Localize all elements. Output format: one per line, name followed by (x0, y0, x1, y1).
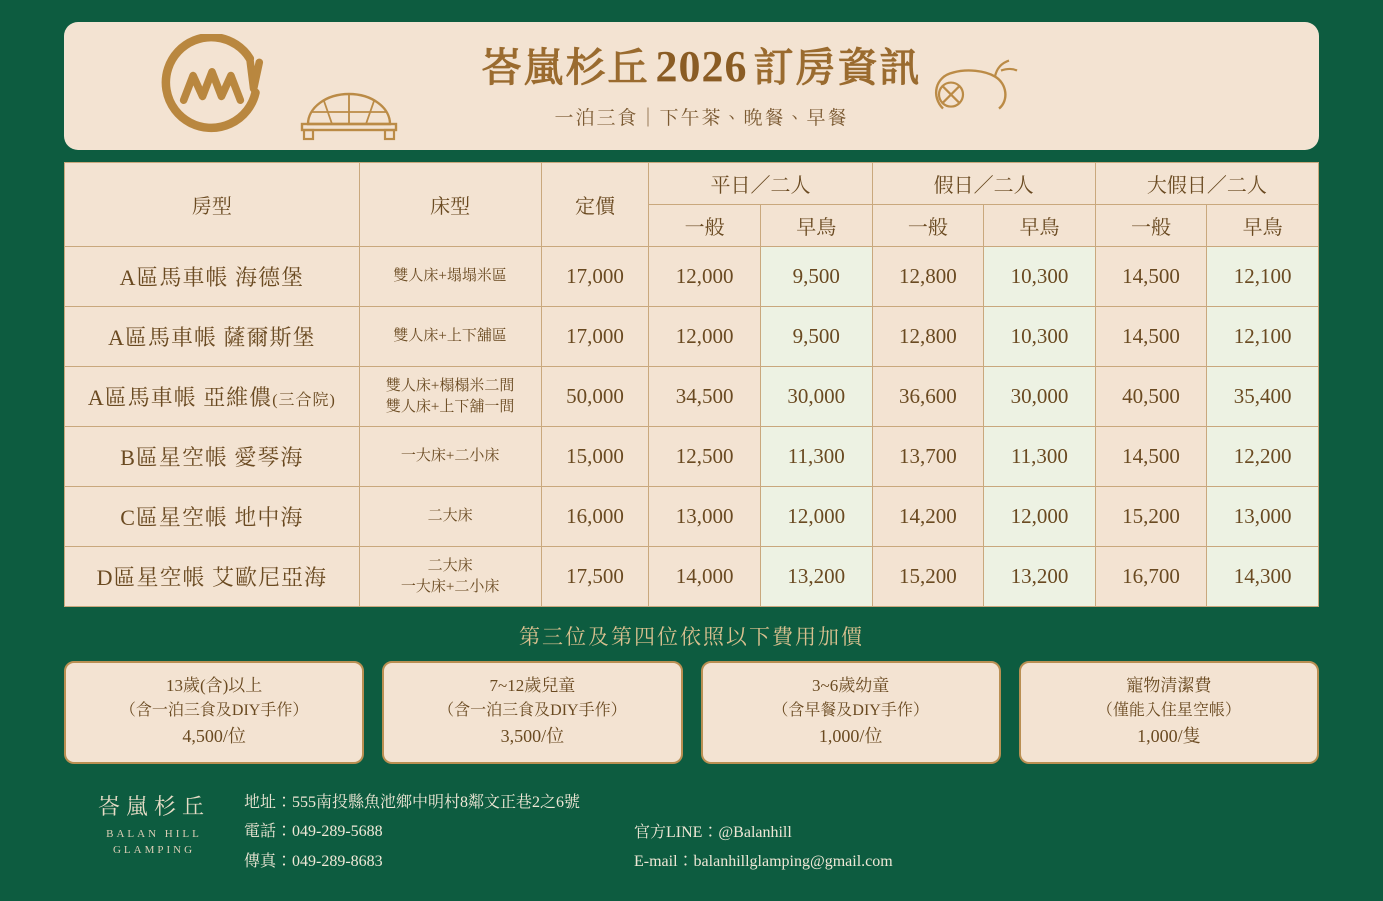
bed-line: 雙人床+榻榻米二間 (385, 378, 515, 395)
cell-room-type (65, 547, 360, 607)
bed-line: 雙人床+塌塌米區 (393, 268, 507, 285)
table-header-row-1 (65, 163, 1319, 205)
table-row (65, 547, 1319, 607)
cell-weekday-early: 13,200 (760, 547, 872, 607)
cell-holiday-early: 10,300 (984, 247, 1096, 307)
cell-holiday-early: 10,300 (984, 307, 1096, 367)
cell-list-price: 16,000 (541, 487, 649, 547)
cell-bed-type (359, 427, 541, 487)
cell-weekday-regular: 12,000 (649, 307, 761, 367)
bed-line: 二大床 (427, 558, 473, 575)
room-name: B區星空帳 愛琴海 (120, 445, 304, 470)
cell-bed-type (359, 307, 541, 367)
header-list-price: 定價 (541, 163, 649, 247)
extra-fee-card (701, 661, 1001, 764)
cell-holiday-regular: 12,800 (872, 247, 984, 307)
room-name: C區星空帳 地中海 (120, 505, 304, 530)
cell-peak-early: 12,100 (1207, 307, 1319, 367)
footer-contact (244, 786, 1319, 877)
title-tail: 訂房資訊 (753, 45, 922, 91)
table-row (65, 487, 1319, 547)
bed-line: 二大床 (427, 508, 473, 525)
table-row (65, 427, 1319, 487)
bed-line: 一大床+二小床 (400, 578, 500, 595)
title-main: 峇嵐杉丘 (481, 45, 650, 91)
cell-peak-regular: 40,500 (1095, 367, 1207, 427)
footer-fax: 傳真：049-289-8683 (244, 852, 383, 870)
cell-weekday-regular: 34,500 (649, 367, 761, 427)
table-body (65, 247, 1319, 607)
cell-holiday-early: 12,000 (984, 487, 1096, 547)
cell-peak-early: 14,300 (1207, 547, 1319, 607)
footer-logo-cn: 峇嵐杉丘 (97, 793, 210, 819)
cell-holiday-early: 11,300 (984, 427, 1096, 487)
header-peak-early: 早鳥 (1207, 205, 1319, 247)
room-note: (三合院) (272, 392, 336, 409)
table-row (65, 247, 1319, 307)
bed-line: 雙人床+上下舖區 (393, 328, 507, 345)
room-name: A區馬車帳 亞維儂 (87, 385, 273, 410)
cell-peak-regular: 14,500 (1095, 427, 1207, 487)
bed-line: 雙人床+上下舖一間 (385, 398, 515, 415)
title-year: 2026 (655, 42, 748, 92)
extra-fee-cards (64, 661, 1319, 764)
footer-address: 地址：555南投縣魚池鄉中明村8鄰文正巷2之6號 (244, 793, 581, 811)
cell-list-price: 15,000 (541, 427, 649, 487)
banner-text-block (482, 42, 922, 130)
room-name: A區馬車帳 薩爾斯堡 (108, 325, 316, 350)
card-line-2: （含早餐及DIY手作） (772, 701, 929, 719)
table-row (65, 367, 1319, 427)
header-holiday-regular: 一般 (872, 205, 984, 247)
card-price: 1,000/位 (818, 725, 883, 746)
cell-weekday-early: 9,500 (760, 247, 872, 307)
cell-weekday-regular: 12,000 (649, 247, 761, 307)
extra-fee-title: 第三位及第四位依照以下費用加價 (519, 625, 864, 649)
cell-bed-type (359, 367, 541, 427)
cell-list-price: 17,000 (541, 247, 649, 307)
cell-bed-type (359, 247, 541, 307)
card-line-1: 13歲(含)以上 (165, 676, 263, 695)
price-table-wrap (64, 162, 1319, 607)
cell-room-type (65, 487, 360, 547)
cell-room-type (65, 427, 360, 487)
footer-logo-en-line2: GLAMPING (112, 844, 196, 856)
cell-holiday-early: 30,000 (984, 367, 1096, 427)
extra-fee-card (64, 661, 364, 764)
header-holiday-early: 早鳥 (984, 205, 1096, 247)
cell-peak-regular: 14,500 (1095, 307, 1207, 367)
cell-room-type (65, 307, 360, 367)
cell-weekday-regular: 12,500 (649, 427, 761, 487)
cell-holiday-regular: 13,700 (872, 427, 984, 487)
cell-list-price: 17,000 (541, 307, 649, 367)
cell-peak-early: 35,400 (1207, 367, 1319, 427)
header-banner (64, 22, 1319, 150)
footer-logo-en (64, 826, 244, 859)
table-head (65, 163, 1319, 247)
balan-hill-circle-logo (154, 34, 270, 138)
cell-peak-early: 12,100 (1207, 247, 1319, 307)
cell-peak-regular: 14,500 (1095, 247, 1207, 307)
footer (64, 786, 1319, 877)
bed-line: 一大床+二小床 (400, 448, 500, 465)
header-peak-regular: 一般 (1095, 205, 1207, 247)
card-line-1: 7~12歲兒童 (489, 676, 576, 695)
cell-holiday-regular: 15,200 (872, 547, 984, 607)
card-price: 3,500/位 (500, 725, 565, 746)
footer-logo (64, 786, 244, 859)
cell-room-type (65, 247, 360, 307)
cell-weekday-regular: 13,000 (649, 487, 761, 547)
cell-weekday-early: 9,500 (760, 307, 872, 367)
card-price: 1,000/隻 (1137, 725, 1201, 746)
cell-weekday-early: 11,300 (760, 427, 872, 487)
cell-peak-early: 13,000 (1207, 487, 1319, 547)
cell-list-price: 17,500 (541, 547, 649, 607)
cell-peak-regular: 15,200 (1095, 487, 1207, 547)
room-name: A區馬車帳 海德堡 (119, 265, 305, 290)
cell-bed-type (359, 487, 541, 547)
card-price: 4,500/位 (182, 725, 246, 746)
card-line-2: （含一泊三食及DIY手作） (119, 701, 309, 719)
cell-holiday-regular: 36,600 (872, 367, 984, 427)
cell-holiday-regular: 14,200 (872, 487, 984, 547)
cell-bed-type (359, 547, 541, 607)
header-bed-type: 床型 (359, 163, 541, 247)
footer-line-id: 官方LINE：@Balanhill (634, 823, 792, 841)
footer-contact-right (634, 788, 893, 877)
extra-fee-card (1019, 661, 1319, 764)
header-room-type: 房型 (65, 163, 360, 247)
dining-deer-icon (923, 57, 1019, 121)
header-group-holiday: 假日／二人 (872, 163, 1095, 205)
footer-email: E-mail：balanhillglamping@gmail.com (634, 853, 893, 871)
header-group-peak: 大假日／二人 (1095, 163, 1318, 205)
cell-weekday-early: 12,000 (760, 487, 872, 547)
cell-list-price: 50,000 (541, 367, 649, 427)
carriage-tent-icon (294, 86, 404, 142)
cell-peak-regular: 16,700 (1095, 547, 1207, 607)
room-name: D區星空帳 艾歐尼亞海 (96, 565, 328, 590)
cell-weekday-early: 30,000 (760, 367, 872, 427)
header-weekday-regular: 一般 (649, 205, 761, 247)
card-line-2: （僅能入住星空帳） (1096, 701, 1241, 719)
cell-holiday-early: 13,200 (984, 547, 1096, 607)
card-line-1: 3~6歲幼童 (812, 676, 890, 695)
footer-phone: 電話：049-289-5688 (244, 823, 383, 841)
page-title (482, 42, 922, 93)
cell-peak-early: 12,200 (1207, 427, 1319, 487)
header-group-weekday: 平日／二人 (649, 163, 872, 205)
price-table (64, 162, 1319, 607)
footer-contact-left (244, 788, 634, 877)
extra-fee-card (382, 661, 682, 764)
cell-weekday-regular: 14,000 (649, 547, 761, 607)
page-subtitle: 一泊三食｜下午茶、晚餐、早餐 (554, 107, 849, 129)
table-row (65, 307, 1319, 367)
card-line-2: （含一泊三食及DIY手作） (438, 701, 627, 719)
card-line-1: 寵物清潔費 (1126, 676, 1212, 695)
header-weekday-early: 早鳥 (760, 205, 872, 247)
cell-room-type (65, 367, 360, 427)
footer-logo-en-line1: BALAN HILL (106, 827, 202, 840)
cell-holiday-regular: 12,800 (872, 307, 984, 367)
